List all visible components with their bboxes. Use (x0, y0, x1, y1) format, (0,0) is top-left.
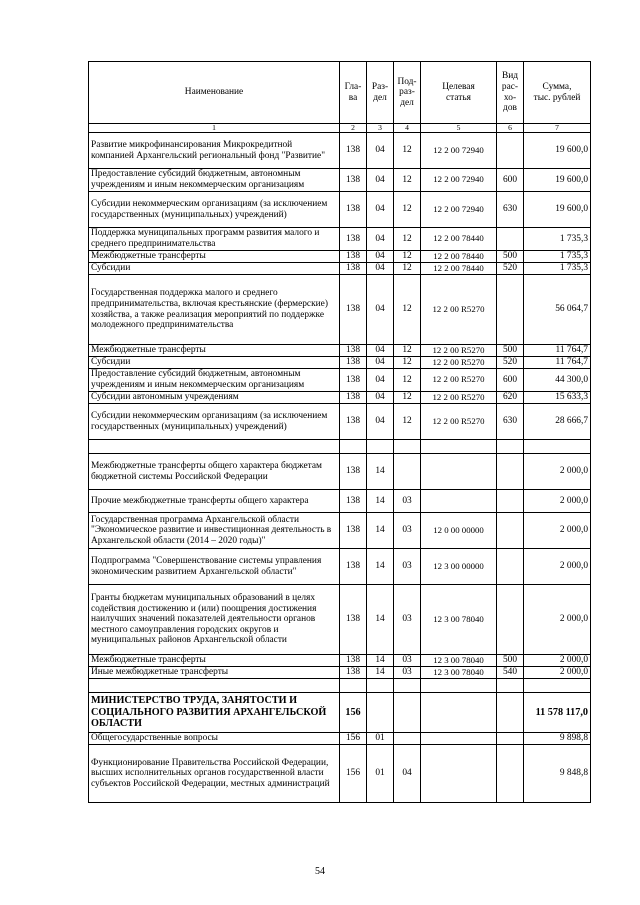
row-vid (497, 454, 524, 490)
row-name: Межбюджетные трансферты (89, 655, 340, 667)
column-number: 4 (394, 124, 421, 133)
row-sum: 2 000,0 (524, 454, 591, 490)
table-row (89, 263, 591, 275)
row-name: Субсидии некоммерческим организациям (за исключением государственных (муниципальных) учреждений) (89, 192, 340, 228)
row-target: 12 3 00 78040 (421, 655, 497, 667)
table-row (89, 169, 591, 192)
row-vid: 620 (497, 392, 524, 404)
row-glava: 138 (340, 251, 367, 263)
table-row (89, 251, 591, 263)
row-sum: 19 600,0 (524, 133, 591, 169)
row-target: 12 2 00 78440 (421, 228, 497, 251)
row-name: Предоставление субсидий бюджетным, автономным учреждениям и иным некоммерческим организациям (89, 169, 340, 192)
row-target: 12 3 00 00000 (421, 549, 497, 585)
row-razdel: 04 (367, 169, 394, 192)
table-row (89, 454, 591, 490)
column-number: 2 (340, 124, 367, 133)
column-number: 5 (421, 124, 497, 133)
row-target (421, 490, 497, 513)
row-podrazdel (394, 454, 421, 490)
row-podrazdel: 12 (394, 345, 421, 357)
row-razdel (367, 679, 394, 693)
header-name: Наименование (89, 62, 340, 124)
row-target: 12 2 00 78440 (421, 251, 497, 263)
row-name: Иные межбюджетные трансферты (89, 667, 340, 679)
row-vid: 520 (497, 263, 524, 275)
table-row (89, 585, 591, 655)
row-target: 12 2 00 R5270 (421, 357, 497, 369)
row-target: 12 2 00 72940 (421, 192, 497, 228)
row-sum: 2 000,0 (524, 655, 591, 667)
table-row (89, 440, 591, 454)
row-name (89, 679, 340, 693)
row-podrazdel: 03 (394, 513, 421, 549)
row-target: 12 2 00 R5270 (421, 275, 497, 345)
row-razdel: 04 (367, 228, 394, 251)
row-podrazdel: 12 (394, 357, 421, 369)
row-target (421, 693, 497, 733)
table-row (89, 745, 591, 803)
row-name: Государственная поддержка малого и среднего предпринимательства, включая крестьянские (фермерские) хозяйства, а также реализация мероприятий по поддержке молодежного предпринимательства (89, 275, 340, 345)
row-razdel: 04 (367, 357, 394, 369)
row-vid (497, 549, 524, 585)
row-target: 12 3 00 78040 (421, 667, 497, 679)
row-glava: 138 (340, 404, 367, 440)
row-razdel: 14 (367, 549, 394, 585)
row-vid (497, 733, 524, 745)
table-row (89, 392, 591, 404)
column-number-row (89, 124, 591, 133)
row-target: 12 2 00 72940 (421, 133, 497, 169)
row-razdel: 14 (367, 490, 394, 513)
row-name: Субсидии автономным учреждениям (89, 392, 340, 404)
row-razdel: 04 (367, 275, 394, 345)
row-name: Гранты бюджетам муниципальных образований в целях содействия достижению и (или) поощрения достижения наилучших значений показателей деятельности органов местного самоуправления городских округов и муниципальных районов Архангельской области (89, 585, 340, 655)
row-sum: 19 600,0 (524, 192, 591, 228)
row-vid: 630 (497, 404, 524, 440)
row-target (421, 679, 497, 693)
row-target: 12 2 00 R5270 (421, 404, 497, 440)
row-razdel: 14 (367, 513, 394, 549)
row-podrazdel: 12 (394, 392, 421, 404)
row-sum: 1 735,3 (524, 263, 591, 275)
row-vid: 500 (497, 655, 524, 667)
row-name: Общегосударственные вопросы (89, 733, 340, 745)
row-podrazdel: 12 (394, 169, 421, 192)
row-vid (497, 228, 524, 251)
row-glava: 138 (340, 263, 367, 275)
row-name: Прочие межбюджетные трансферты общего характера (89, 490, 340, 513)
row-podrazdel: 12 (394, 228, 421, 251)
table-body (89, 133, 591, 803)
table-row (89, 679, 591, 693)
row-razdel: 14 (367, 655, 394, 667)
row-glava: 138 (340, 169, 367, 192)
row-vid (497, 585, 524, 655)
row-sum: 56 064,7 (524, 275, 591, 345)
row-vid (497, 679, 524, 693)
row-podrazdel: 12 (394, 275, 421, 345)
row-glava: 138 (340, 369, 367, 392)
row-name: Межбюджетные трансферты общего характера бюджетам бюджетной системы Российской Федерации (89, 454, 340, 490)
row-podrazdel: 12 (394, 369, 421, 392)
table-row (89, 655, 591, 667)
row-razdel: 01 (367, 745, 394, 803)
row-podrazdel (394, 440, 421, 454)
row-name: МИНИСТЕРСТВО ТРУДА, ЗАНЯТОСТИ И СОЦИАЛЬНОГО РАЗВИТИЯ АРХАНГЕЛЬСКОЙ ОБЛАСТИ (89, 693, 340, 733)
row-name: Субсидии (89, 357, 340, 369)
row-sum: 2 000,0 (524, 585, 591, 655)
row-target (421, 745, 497, 803)
header-row (89, 62, 591, 124)
row-name: Субсидии некоммерческим организациям (за исключением государственных (муниципальных) учреждений) (89, 404, 340, 440)
row-razdel (367, 440, 394, 454)
table-row (89, 513, 591, 549)
row-target (421, 440, 497, 454)
table-row (89, 667, 591, 679)
row-glava: 138 (340, 275, 367, 345)
row-podrazdel: 12 (394, 251, 421, 263)
row-razdel: 04 (367, 251, 394, 263)
header-glava: Гла- ва (340, 62, 367, 124)
row-razdel: 04 (367, 192, 394, 228)
row-sum: 11 764,7 (524, 345, 591, 357)
row-glava: 138 (340, 133, 367, 169)
row-razdel (367, 693, 394, 733)
row-razdel: 01 (367, 733, 394, 745)
header-sum: Сумма, тыс. рублей (524, 62, 591, 124)
row-podrazdel (394, 733, 421, 745)
row-razdel: 04 (367, 392, 394, 404)
row-podrazdel: 03 (394, 667, 421, 679)
table-row (89, 404, 591, 440)
row-target: 12 2 00 R5270 (421, 392, 497, 404)
row-name: Межбюджетные трансферты (89, 345, 340, 357)
column-number: 1 (89, 124, 340, 133)
row-glava: 156 (340, 693, 367, 733)
table-row (89, 490, 591, 513)
row-vid (497, 745, 524, 803)
table-row (89, 133, 591, 169)
table-row (89, 733, 591, 745)
row-target (421, 454, 497, 490)
row-vid: 600 (497, 369, 524, 392)
page-number: 54 (315, 866, 325, 877)
row-sum: 28 666,7 (524, 404, 591, 440)
header-vid: Вид рас- хо- дов (497, 62, 524, 124)
row-name: Субсидии (89, 263, 340, 275)
row-glava: 138 (340, 655, 367, 667)
row-sum: 2 000,0 (524, 549, 591, 585)
row-sum: 44 300,0 (524, 369, 591, 392)
row-vid: 600 (497, 169, 524, 192)
row-vid: 500 (497, 345, 524, 357)
row-name (89, 440, 340, 454)
row-glava: 138 (340, 392, 367, 404)
row-name: Поддержка муниципальных программ развития малого и среднего предпринимательства (89, 228, 340, 251)
row-podrazdel: 12 (394, 263, 421, 275)
row-sum (524, 679, 591, 693)
row-vid: 500 (497, 251, 524, 263)
row-vid (497, 133, 524, 169)
table-row (89, 192, 591, 228)
table-row (89, 693, 591, 733)
row-target: 12 2 00 72940 (421, 169, 497, 192)
row-glava: 138 (340, 667, 367, 679)
row-razdel: 14 (367, 585, 394, 655)
row-sum: 2 000,0 (524, 490, 591, 513)
row-podrazdel: 12 (394, 404, 421, 440)
table-row (89, 357, 591, 369)
row-razdel: 04 (367, 263, 394, 275)
row-glava: 138 (340, 585, 367, 655)
row-razdel: 04 (367, 404, 394, 440)
row-target: 12 2 00 R5270 (421, 345, 497, 357)
row-sum: 9 898,8 (524, 733, 591, 745)
table-row (89, 228, 591, 251)
row-sum: 15 633,3 (524, 392, 591, 404)
row-target: 12 2 00 R5270 (421, 369, 497, 392)
row-vid: 540 (497, 667, 524, 679)
column-number: 3 (367, 124, 394, 133)
row-sum: 11 764,7 (524, 357, 591, 369)
budget-table (88, 61, 591, 803)
row-glava: 156 (340, 745, 367, 803)
row-podrazdel (394, 679, 421, 693)
row-glava: 138 (340, 228, 367, 251)
row-name: Развитие микрофинансирования Микрокредитной компанией Архангельский региональный фонд "Развитие" (89, 133, 340, 169)
row-razdel: 14 (367, 454, 394, 490)
row-glava: 138 (340, 357, 367, 369)
row-sum (524, 440, 591, 454)
row-glava: 138 (340, 454, 367, 490)
row-podrazdel: 12 (394, 192, 421, 228)
table-row (89, 345, 591, 357)
row-sum: 9 848,8 (524, 745, 591, 803)
row-target (421, 733, 497, 745)
row-vid: 630 (497, 192, 524, 228)
row-razdel: 04 (367, 133, 394, 169)
row-glava: 138 (340, 192, 367, 228)
row-podrazdel: 04 (394, 745, 421, 803)
row-podrazdel: 12 (394, 133, 421, 169)
row-sum: 19 600,0 (524, 169, 591, 192)
row-name: Подпрограмма "Совершенствование системы управления экономическим развитием Архангельской области" (89, 549, 340, 585)
row-razdel: 14 (367, 667, 394, 679)
row-glava: 138 (340, 345, 367, 357)
row-target: 12 0 00 00000 (421, 513, 497, 549)
table-row (89, 275, 591, 345)
row-vid (497, 275, 524, 345)
row-name: Межбюджетные трансферты (89, 251, 340, 263)
column-number: 6 (497, 124, 524, 133)
table-row (89, 549, 591, 585)
row-podrazdel: 03 (394, 655, 421, 667)
row-target: 12 3 00 78040 (421, 585, 497, 655)
row-vid (497, 693, 524, 733)
row-podrazdel (394, 693, 421, 733)
header-target: Целевая статья (421, 62, 497, 124)
row-sum: 1 735,3 (524, 228, 591, 251)
row-vid (497, 513, 524, 549)
row-sum: 11 578 117,0 (524, 693, 591, 733)
header-razdel: Раз- дел (367, 62, 394, 124)
row-vid: 520 (497, 357, 524, 369)
row-podrazdel: 03 (394, 585, 421, 655)
row-vid (497, 440, 524, 454)
row-glava: 138 (340, 513, 367, 549)
row-name: Предоставление субсидий бюджетным, автономным учреждениям и иным некоммерческим организациям (89, 369, 340, 392)
row-name: Функционирование Правительства Российской Федерации, высших исполнительных органов государственной власти субъектов Российской Федерации, местных администраций (89, 745, 340, 803)
row-glava (340, 440, 367, 454)
header-podrazdel: Под- раз- дел (394, 62, 421, 124)
row-target: 12 2 00 78440 (421, 263, 497, 275)
row-podrazdel: 03 (394, 549, 421, 585)
row-sum: 2 000,0 (524, 667, 591, 679)
row-razdel: 04 (367, 345, 394, 357)
row-razdel: 04 (367, 369, 394, 392)
row-sum: 2 000,0 (524, 513, 591, 549)
row-podrazdel: 03 (394, 490, 421, 513)
row-sum: 1 735,3 (524, 251, 591, 263)
row-glava: 156 (340, 733, 367, 745)
column-number: 7 (524, 124, 591, 133)
row-glava (340, 679, 367, 693)
row-glava: 138 (340, 549, 367, 585)
row-name: Государственная программа Архангельской области "Экономическое развитие и инвестиционная деятельность в Архангельской области (2014 – 2020 годы)" (89, 513, 340, 549)
table-row (89, 369, 591, 392)
row-glava: 138 (340, 490, 367, 513)
row-vid (497, 490, 524, 513)
